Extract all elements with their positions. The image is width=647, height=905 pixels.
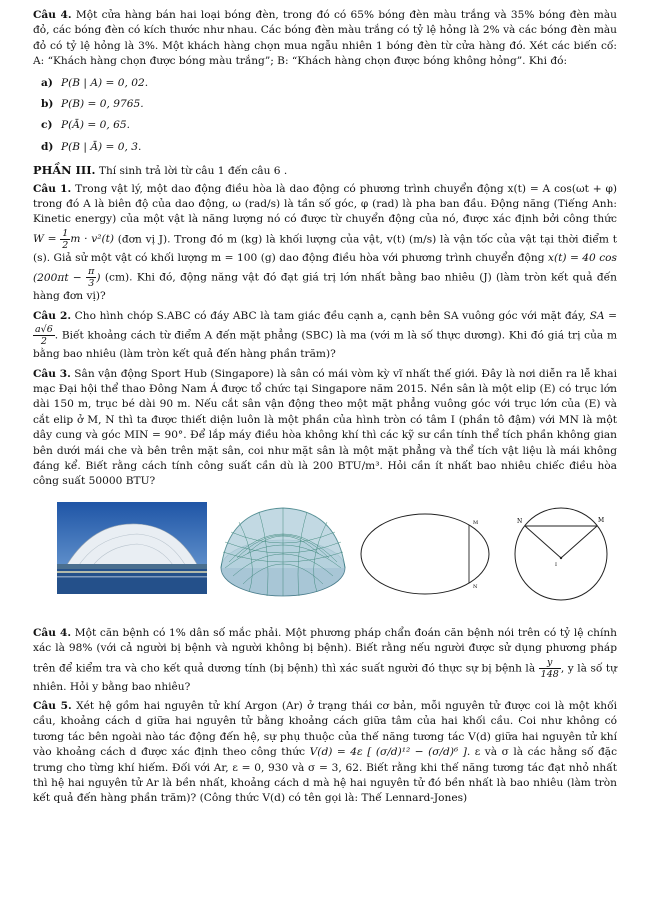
question-body: Một căn bệnh có 1% dân số mắc phải. Một phương pháp chẩn đoán căn bệnh nói trên có tỷ lệ chính xác là 98% (với cả người bị bệnh và người không bị bệnh). Biết rằng nếu người được sử dụng phương pháp trên để kiểm tra và cho kết quả dương tính (bị bệnh) thì xác suất người đó thực sự bị bệnh là (33, 626, 617, 675)
circle-i (515, 508, 607, 600)
denominator: 3 (88, 278, 95, 290)
fraction (86, 266, 96, 289)
section-heading (33, 163, 617, 179)
ellipse-e (361, 514, 489, 594)
label-i: I (555, 561, 557, 568)
label-n: N (517, 517, 523, 525)
question-4-diagnosis (33, 626, 617, 695)
question-text (33, 367, 617, 490)
option-a (41, 76, 617, 91)
question-text (33, 182, 617, 305)
formula-part: x(t) = 40 cos (200πt − (33, 251, 617, 284)
fraction (33, 324, 55, 347)
formula-lennard-jones: V(d) = 4ε [ (σ/d)¹² − (σ/d)⁶ ] (309, 746, 467, 759)
question-label: Câu 5. (33, 699, 72, 712)
question-label: Câu 4. (33, 9, 72, 21)
question-text (33, 8, 617, 70)
circle-section-diagram (511, 502, 613, 604)
section-title: PHẦN III. (33, 163, 96, 178)
stadium-photo (57, 502, 207, 594)
question-text (33, 309, 617, 363)
option-b (41, 97, 617, 112)
formula-part: m · v²(t) (70, 233, 114, 246)
denominator: 2 (62, 239, 69, 251)
section-subtitle: Thí sinh trả lời từ câu 1 đến câu 6 . (98, 165, 288, 178)
question-body: . ε và σ là các hằng số đặc trưng cho từng khí hiếm. Đối với Ar, ε = 0, 930 và σ = 3, 62. Biết rằng khi thế năng tương tác đạt nhỏ nhất thì hệ hai nguyên tử Ar là bền nhất, khoảng cách d mà hệ hai nguyên tử đó bền nhất là bao nhiêu (làm tròn kết quả đến hàng phần trăm)? (Công thức V(d) có tên gọi là: Thế Lennard-Jones) (33, 746, 618, 805)
denominator: 148 (540, 668, 559, 680)
question-2-pyramid (33, 309, 617, 363)
question-body: (cm). Khi đó, động năng vật đó đạt giá trị lớn nhất bằng bao nhiêu (J) (làm tròn kết quả đến hàng đơn vị)? (33, 271, 618, 303)
segment-ni (525, 526, 561, 558)
question-label: Câu 1. (33, 182, 72, 195)
question-body: (đơn vị J). Trong đó m (kg) là khối lượng của vật, v(t) (m/s) là vận tốc của vật tại thời điểm t (s). Giả sử một vật có khối lượng m = 100 (g) dao động điều hòa với phương trình chuyển động (33, 233, 617, 264)
ellipse-diagram (357, 502, 497, 602)
document-page (33, 8, 617, 811)
question-body: Trong vật lý, một dao động điều hòa là dao động có phương trình chuyển động x(t) = A cos(ωt + φ) trong đó A là biên độ của dao động, ω (rad/s) là tần số góc, φ (rad) là pha ban đầu. Động năng (Tiếng Anh: Kinetic energy) của một vật là năng lượng nó có được từ chuyển động của nó, được xác định bởi công thức (33, 182, 617, 226)
formula-part: W = (33, 233, 57, 246)
label-n: N (473, 583, 478, 590)
numerator: 1 (62, 227, 69, 239)
figure-row (33, 502, 617, 610)
question-body: Một cửa hàng bán hai loại bóng đèn, trong đó có 65% bóng đèn màu trắng và 35% bóng đèn màu đỏ, các bóng đèn có kích thước như nhau. Các bóng đèn màu trắng có tỷ lệ hỏng là 2% và các bóng đèn màu đỏ có tỷ lệ hỏng là 3%. Một khách hàng chọn mua ngẫu nhiên 1 bóng đèn từ cửa hàng đó. Xét các biến cố: A: “Khách hàng chọn được bóng màu trắng”; B: “Khách hàng chọn được bóng không hỏng”. Khi đó: (33, 9, 617, 68)
question-text (33, 626, 617, 695)
question-body: , y là số tự nhiên. Hỏi y bằng bao nhiêu? (33, 662, 617, 693)
formula-part: ) (96, 271, 101, 284)
question-body: Xét hệ gồm hai nguyên tử khí Argon (Ar) ở trạng thái cơ bản, mỗi nguyên tử được coi là một khối cầu, khoảng cách d giữa hai nguyên tử bằng khoảng cách giữa tâm của hai khối cầu. Coi như không có tương tác bên ngoài nào tác động đến hệ, sự phụ thuộc của thế năng tương tác V(d) giữa hai nguyên tử khí vào khoảng cách d được xác định theo công thức (33, 699, 617, 759)
option-label: b) (41, 98, 54, 111)
option-label: d) (41, 140, 54, 153)
dome-wireframe (219, 502, 347, 600)
formula-kinetic-energy (33, 227, 114, 251)
segment-mi (561, 526, 597, 558)
question-label: Câu 2. (33, 309, 72, 322)
option-text: P(B | A) = 0, 02. (61, 76, 149, 89)
option-label: c) (41, 119, 53, 132)
question-3-stadium (33, 367, 617, 490)
numerator: y (539, 657, 561, 669)
fraction (539, 657, 561, 680)
question-body: Sân vận động Sport Hub (Singapore) là sân có mái vòm kỳ vĩ nhất thế giới. Đây là nơi diễn ra lễ khai mạc Đại hội thể thao Đông Nam Á được tổ chức tại Singapore năm 2015. Nền sân là một elip (E) có trục lớn dài 150 m, trục bé dài 90 m. Nếu cắt sân vận động theo một mặt phẳng vuông góc với trục lớn của (E) và cắt elip ở M, N thì ta được thiết diện luôn là một phần của hình tròn có tâm I (phần tô đậm) với MN là một dây cung và góc MIN = 90°. Để lắp máy điều hòa không khí thì các kỹ sư cần tính thể tích phần không gian bên dưới mái che và bên trên mặt sân, coi như mặt sân là một mặt phẳng và thể tích vật liệu là mái không đáng kể. Biết rằng cách tính công suất cần dù là 200 BTU/m³. Hỏi cần ít nhất bao nhiêu chiếc điều hòa công suất 50000 BTU? (33, 367, 617, 488)
option-c (41, 118, 617, 133)
fraction (60, 228, 70, 251)
denominator: 2 (40, 336, 47, 348)
question-body: . Biết khoảng cách từ điểm A đến mặt phẳng (SBC) là ma (với m là số thực dương). Khi đó giá trị của m bằng bao nhiêu (làm tròn kết quả đến hàng phần trăm)? (33, 329, 617, 361)
question-5-argon (33, 699, 617, 807)
label-m: M (598, 516, 605, 524)
question-body: Cho hình chóp S.ABC có đáy ABC là tam giác đều cạnh a, cạnh bên SA vuông góc với mặt đáy, (74, 309, 586, 322)
label-m: M (473, 519, 479, 526)
center-point (560, 557, 562, 559)
numerator: π (88, 266, 95, 278)
question-label: Câu 4. (33, 626, 72, 639)
option-text: P(B) = 0, 9765. (61, 98, 144, 111)
option-label: a) (41, 76, 53, 89)
question-4-bulbs (33, 8, 617, 155)
option-d (41, 140, 617, 155)
question-1-oscillation (33, 182, 617, 305)
formula-part: SA = (589, 309, 617, 322)
question-label: Câu 3. (33, 367, 71, 380)
option-text: P(Ā) = 0, 65. (61, 119, 130, 132)
option-text: P(B | Ā) = 0, 3. (61, 140, 142, 153)
numerator: a√6 (35, 324, 53, 336)
question-text (33, 699, 617, 807)
